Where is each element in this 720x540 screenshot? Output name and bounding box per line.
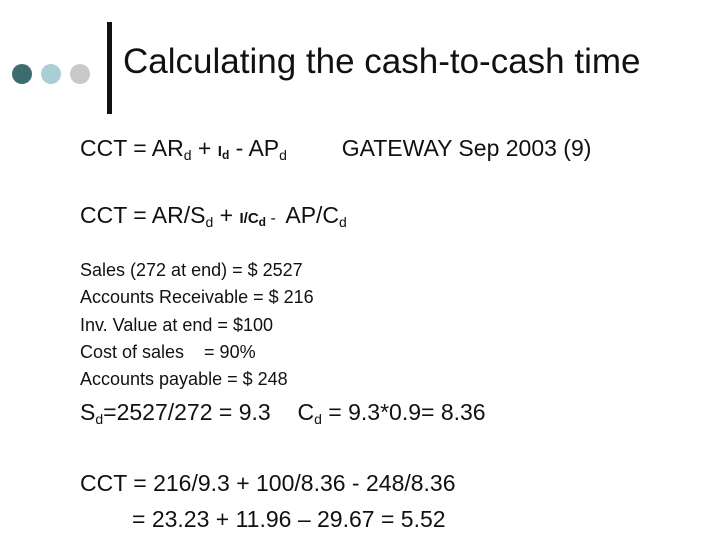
formula1-i: I [217,143,222,160]
formula1-plus: + [191,135,218,161]
result-line-2 [80,505,446,533]
sd-value: =2527/272 = 9.3 [103,399,271,425]
result-value: = 23.23 + 11.96 – 29.67 = 5.52 [132,506,446,532]
formula1-sub-d2: d [279,147,287,163]
formula2-i-over-c: I/C [239,210,259,227]
given-cost-of-sales: Cost of sales = 90% [80,342,256,362]
slide-title: Calculating the cash-to-cash time [123,42,641,81]
formula-line-2 [80,201,347,236]
light-teal-dot [41,64,61,84]
formula1-lhs: CCT = AR [80,135,184,161]
source-citation: GATEWAY Sep 2003 (9) [341,135,592,161]
formula1-i-sub: d [221,148,230,162]
title-divider [107,22,112,114]
cd-sub: d [314,411,322,427]
formula2-sub-d2: d [339,214,347,230]
given-receivables: Accounts Receivable = $ 216 [80,287,314,307]
formula2-i-sub: d [258,215,267,229]
given-sales: Sales (272 at end) = $ 2527 [80,260,303,280]
formula2-ap: AP/C [280,202,340,228]
formula1-sub-d1: d [183,147,192,163]
sd-symbol: S [80,399,96,425]
formula2-lhs: CCT = AR/S [80,202,206,228]
given-inventory: Inv. Value at end = $100 [80,315,273,335]
sd-cd-line [80,398,486,433]
cd-symbol: C [297,399,315,425]
formula2-sub-d1: d [205,214,214,230]
sd-sub: d [95,411,104,427]
result-line-1: CCT = 216/9.3 + 100/8.36 - 248/8.36 [80,470,456,496]
gray-dot [70,64,90,84]
bullet-dots [12,64,102,88]
cd-value: = 9.3*0.9= 8.36 [321,399,486,425]
formula1-minus: - AP [229,135,280,161]
given-payables: Accounts payable = $ 248 [80,369,288,389]
dark-teal-dot [12,64,32,84]
formula2-plus: + [213,202,240,228]
formula-line-1 [80,134,591,169]
formula2-minus: - [266,210,281,227]
